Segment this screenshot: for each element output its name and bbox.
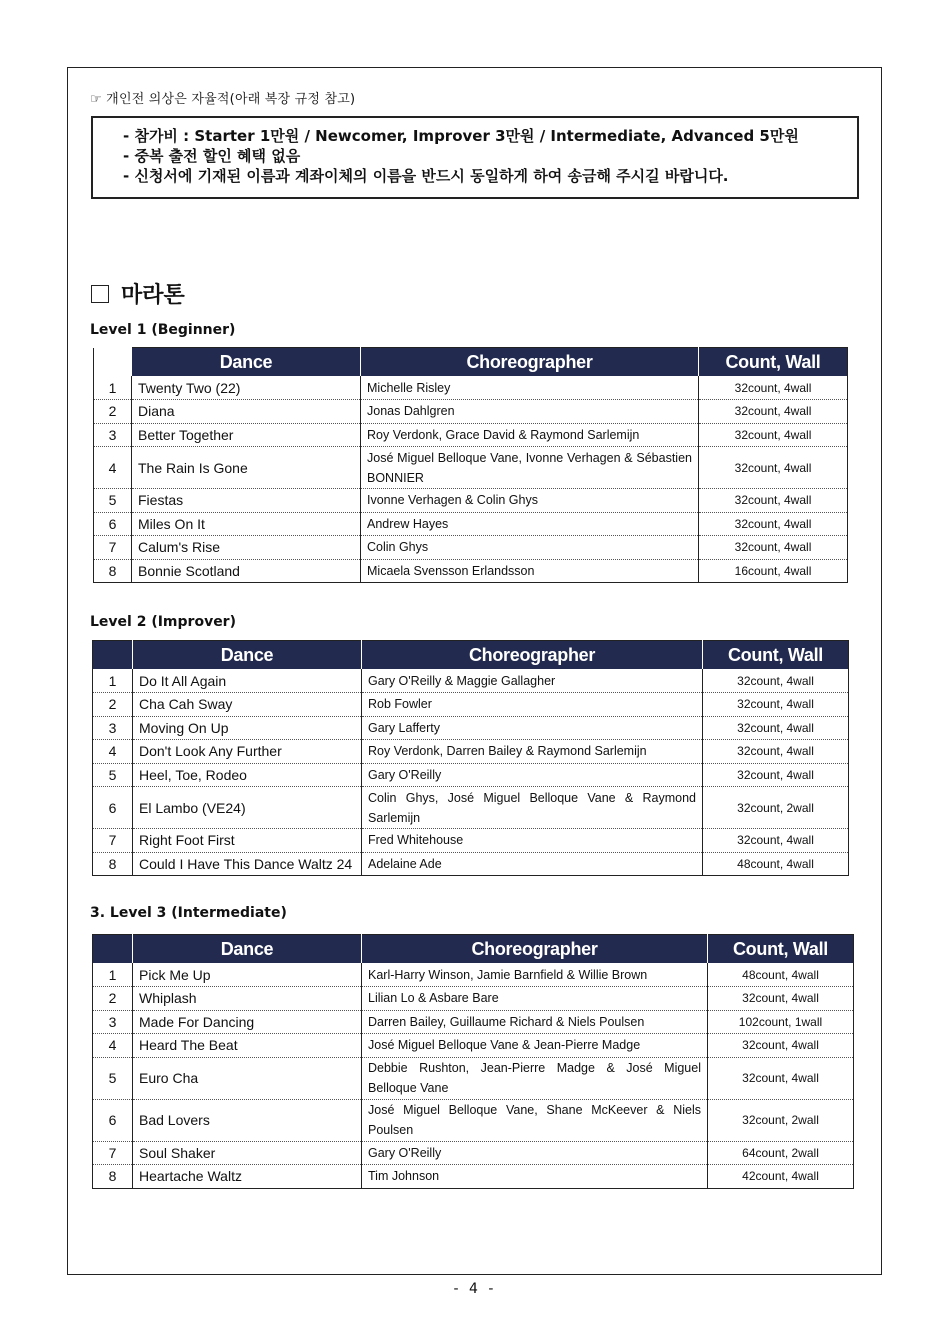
- dance-name: Miles On It: [132, 512, 361, 536]
- table-row: [94, 447, 848, 489]
- count-wall: 32count, 4wall: [703, 829, 849, 853]
- count-wall: 32count, 4wall: [699, 447, 848, 489]
- count-wall-header: Count, Wall: [703, 641, 849, 670]
- table-row: [94, 489, 848, 513]
- row-number: 7: [93, 829, 133, 853]
- level-3-title: 3. Level 3 (Intermediate): [90, 905, 287, 921]
- choreographer-name: Gary Lafferty: [362, 716, 703, 740]
- fee-line: - 참가비 : Starter 1만원 / Newcomer, Improver 3만원 / Intermediate, Advanced 5만원: [123, 127, 799, 145]
- dance-name: Diana: [132, 400, 361, 424]
- dance-name: The Rain Is Gone: [132, 447, 361, 489]
- count-wall-header: Count, Wall: [708, 935, 854, 964]
- choreographer-name: Roy Verdonk, Darren Bailey & Raymond Sarlemijn: [362, 740, 703, 764]
- dance-name: Twenty Two (22): [132, 376, 361, 400]
- count-wall: 32count, 4wall: [708, 1057, 854, 1099]
- section-title-text: 마라톤: [121, 282, 185, 308]
- count-wall-header: Count, Wall: [699, 348, 848, 377]
- row-number: 4: [94, 447, 132, 489]
- choreographer-name: Colin Ghys, José Miguel Belloque Vane & Raymond Sarlemijn: [362, 787, 703, 829]
- count-wall: 32count, 4wall: [703, 716, 849, 740]
- dance-header: Dance: [133, 641, 362, 670]
- dance-name: Moving On Up: [133, 716, 362, 740]
- table-row: [93, 987, 854, 1011]
- dance-name: Heel, Toe, Rodeo: [133, 763, 362, 787]
- count-wall: 32count, 4wall: [708, 1034, 854, 1058]
- table-row: [93, 1099, 854, 1141]
- dance-name: Don't Look Any Further: [133, 740, 362, 764]
- choreographer-name: Fred Whitehouse: [362, 829, 703, 853]
- table-row: [94, 400, 848, 424]
- checkbox-icon: [91, 285, 109, 303]
- fee-line: - 신청서에 기재된 이름과 계좌이체의 이름을 반드시 동일하게 하여 송금해 주시길 바랍니다.: [123, 167, 729, 185]
- num-header: [93, 641, 133, 670]
- row-number: 6: [94, 512, 132, 536]
- row-number: 7: [93, 1141, 133, 1165]
- level-2-title: Level 2 (Improver): [90, 614, 236, 630]
- row-number: 5: [93, 763, 133, 787]
- choreographer-header: Choreographer: [362, 935, 708, 964]
- choreographer-name: Andrew Hayes: [361, 512, 699, 536]
- choreographer-name: Ivonne Verhagen & Colin Ghys: [361, 489, 699, 513]
- level-2-table: [92, 640, 849, 876]
- dance-name: Right Foot First: [133, 829, 362, 853]
- table-row: [93, 763, 849, 787]
- dance-header: Dance: [133, 935, 362, 964]
- table-row: [93, 693, 849, 717]
- choreographer-name: José Miguel Belloque Vane, Shane McKeever & Niels Poulsen: [362, 1099, 708, 1141]
- level-1-table: [93, 347, 848, 583]
- count-wall: 32count, 4wall: [699, 536, 848, 560]
- choreographer-name: Lilian Lo & Asbare Bare: [362, 987, 708, 1011]
- choreographer-name: Michelle Risley: [361, 376, 699, 400]
- num-header: [93, 935, 133, 964]
- row-number: 1: [94, 376, 132, 400]
- dance-name: El Lambo (VE24): [133, 787, 362, 829]
- dance-name: Whiplash: [133, 987, 362, 1011]
- fee-info-box: [91, 116, 859, 199]
- table-row: [93, 829, 849, 853]
- choreographer-header: Choreographer: [361, 348, 699, 377]
- row-number: 8: [94, 559, 132, 583]
- table-row: [93, 669, 849, 693]
- row-number: 8: [93, 1165, 133, 1189]
- choreographer-name: José Miguel Belloque Vane, Ivonne Verhagen & Sébastien BONNIER: [361, 447, 699, 489]
- count-wall: 48count, 4wall: [708, 963, 854, 987]
- table-row: [93, 1165, 854, 1189]
- count-wall: 32count, 4wall: [699, 400, 848, 424]
- count-wall: 32count, 4wall: [708, 987, 854, 1011]
- dance-name: Soul Shaker: [133, 1141, 362, 1165]
- choreographer-name: José Miguel Belloque Vane & Jean-Pierre Madge: [362, 1034, 708, 1058]
- dance-name: Do It All Again: [133, 669, 362, 693]
- choreographer-name: Gary O'Reilly: [362, 763, 703, 787]
- count-wall: 32count, 4wall: [703, 740, 849, 764]
- row-number: 3: [93, 716, 133, 740]
- count-wall: 32count, 4wall: [703, 693, 849, 717]
- dance-name: Heard The Beat: [133, 1034, 362, 1058]
- dance-name: Pick Me Up: [133, 963, 362, 987]
- row-number: 3: [94, 423, 132, 447]
- table-row: [93, 1034, 854, 1058]
- choreographer-name: Gary O'Reilly & Maggie Gallagher: [362, 669, 703, 693]
- row-number: 5: [93, 1057, 133, 1099]
- count-wall: 16count, 4wall: [699, 559, 848, 583]
- dance-name: Fiestas: [132, 489, 361, 513]
- dance-header: Dance: [132, 348, 361, 377]
- table-row: [94, 559, 848, 583]
- table-row: [93, 963, 854, 987]
- row-number: 2: [93, 693, 133, 717]
- dance-name: Calum's Rise: [132, 536, 361, 560]
- dance-name: Could I Have This Dance Waltz 24: [133, 852, 362, 876]
- count-wall: 32count, 2wall: [708, 1099, 854, 1141]
- choreographer-name: Rob Fowler: [362, 693, 703, 717]
- choreographer-name: Gary O'Reilly: [362, 1141, 708, 1165]
- table-row: [93, 1057, 854, 1099]
- choreographer-name: Micaela Svensson Erlandsson: [361, 559, 699, 583]
- choreographer-name: Darren Bailey, Guillaume Richard & Niels Poulsen: [362, 1010, 708, 1034]
- row-number: 4: [93, 1034, 133, 1058]
- dance-name: Euro Cha: [133, 1057, 362, 1099]
- count-wall: 32count, 4wall: [699, 423, 848, 447]
- count-wall: 48count, 4wall: [703, 852, 849, 876]
- row-number: 2: [93, 987, 133, 1011]
- dance-name: Bonnie Scotland: [132, 559, 361, 583]
- count-wall: 42count, 4wall: [708, 1165, 854, 1189]
- table-row: [93, 1141, 854, 1165]
- table-row: [94, 423, 848, 447]
- choreographer-name: Tim Johnson: [362, 1165, 708, 1189]
- level-3-table: [92, 934, 854, 1189]
- row-number: 4: [93, 740, 133, 764]
- count-wall: 32count, 4wall: [703, 763, 849, 787]
- table-row: [94, 536, 848, 560]
- section-title: [91, 278, 185, 309]
- row-number: 5: [94, 489, 132, 513]
- table-row: [93, 852, 849, 876]
- count-wall: 32count, 4wall: [699, 512, 848, 536]
- row-number: 1: [93, 669, 133, 693]
- dance-name: Cha Cah Sway: [133, 693, 362, 717]
- table-row: [93, 787, 849, 829]
- choreographer-name: Colin Ghys: [361, 536, 699, 560]
- row-number: 7: [94, 536, 132, 560]
- choreographer-name: Adelaine Ade: [362, 852, 703, 876]
- table-row: [94, 512, 848, 536]
- dance-name: Bad Lovers: [133, 1099, 362, 1141]
- count-wall: 102count, 1wall: [708, 1010, 854, 1034]
- page-number: - 4 -: [453, 1281, 497, 1297]
- level-1-title: Level 1 (Beginner): [90, 322, 236, 338]
- table-row: [93, 740, 849, 764]
- count-wall: 32count, 2wall: [703, 787, 849, 829]
- choreographer-name: Jonas Dahlgren: [361, 400, 699, 424]
- fee-line: - 중복 출전 할인 혜택 없음: [123, 147, 301, 165]
- count-wall: 32count, 4wall: [703, 669, 849, 693]
- choreographer-name: Karl-Harry Winson, Jamie Barnfield & Willie Brown: [362, 963, 708, 987]
- dance-name: Made For Dancing: [133, 1010, 362, 1034]
- dance-name: Better Together: [132, 423, 361, 447]
- table-row: [93, 716, 849, 740]
- num-header: [94, 348, 132, 377]
- choreographer-header: Choreographer: [362, 641, 703, 670]
- table-row: [94, 376, 848, 400]
- table-row: [93, 1010, 854, 1034]
- costume-note: ☞ 개인전 의상은 자율적(아래 복장 규정 참고): [90, 92, 356, 107]
- row-number: 6: [93, 787, 133, 829]
- count-wall: 32count, 4wall: [699, 489, 848, 513]
- choreographer-name: Roy Verdonk, Grace David & Raymond Sarlemijn: [361, 423, 699, 447]
- count-wall: 64count, 2wall: [708, 1141, 854, 1165]
- row-number: 6: [93, 1099, 133, 1141]
- dance-name: Heartache Waltz: [133, 1165, 362, 1189]
- row-number: 2: [94, 400, 132, 424]
- choreographer-name: Debbie Rushton, Jean-Pierre Madge & José Miguel Belloque Vane: [362, 1057, 708, 1099]
- row-number: 8: [93, 852, 133, 876]
- count-wall: 32count, 4wall: [699, 376, 848, 400]
- row-number: 3: [93, 1010, 133, 1034]
- row-number: 1: [93, 963, 133, 987]
